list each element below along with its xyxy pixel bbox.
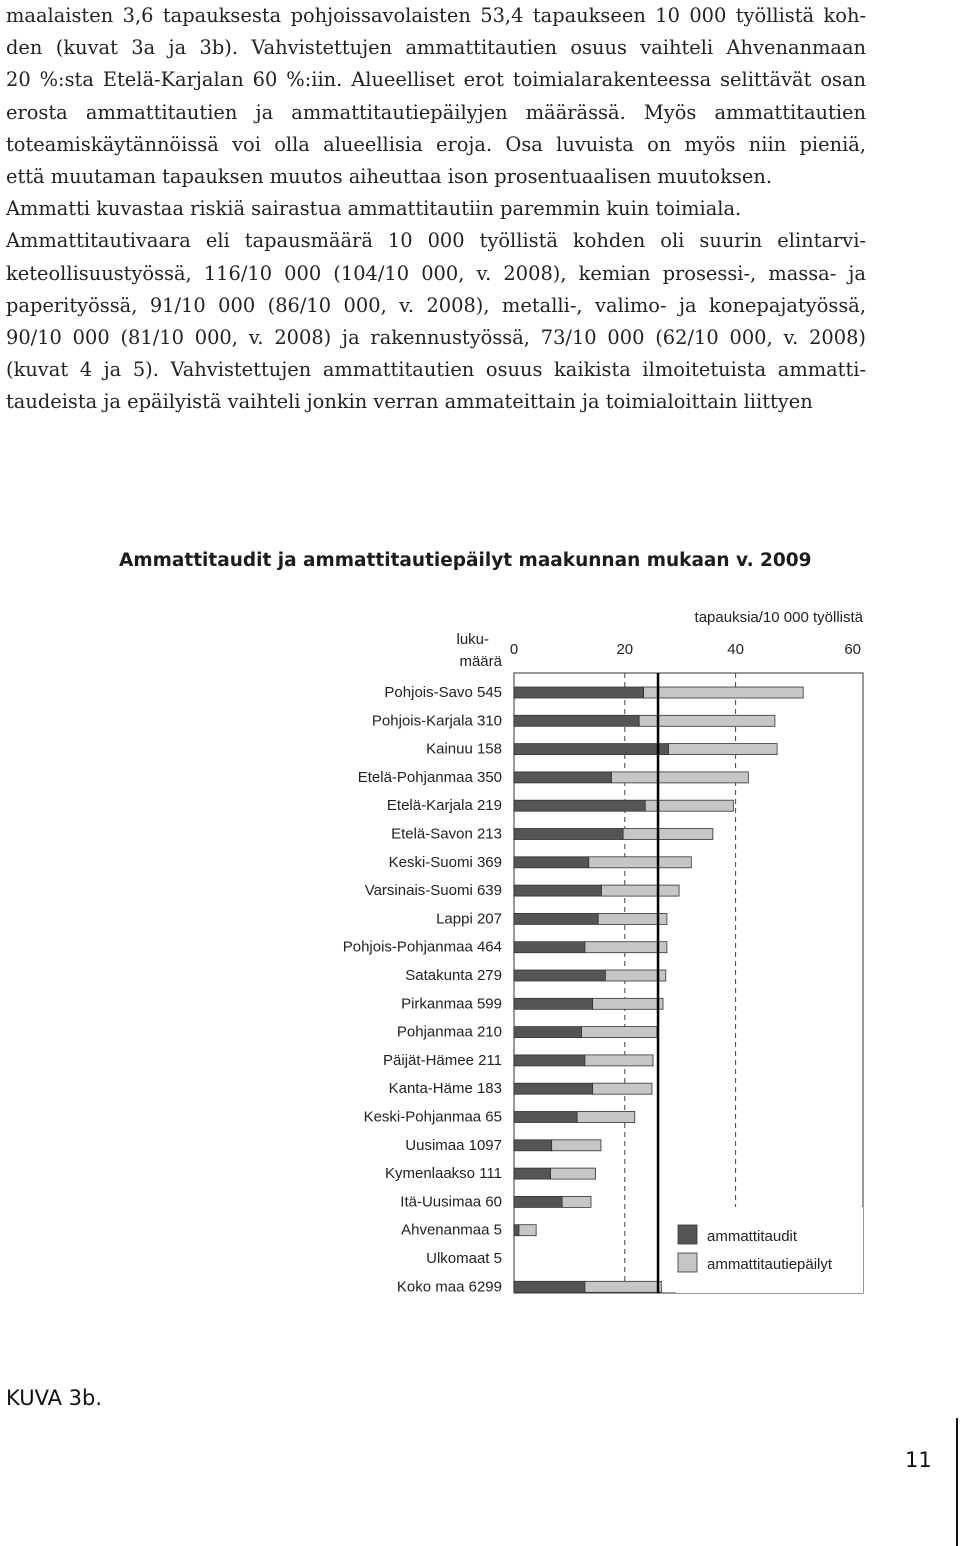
bar-ammattitaudit [514,744,669,755]
category-label: Pohjois-Pohjanmaa 464 [342,938,502,956]
category-label: Etelä-Savon 213 [391,825,502,843]
category-label: Etelä-Pohjanmaa 350 [357,768,502,786]
category-label: Varsinais-Suomi 639 [364,882,502,900]
bar-ammattitaudit [514,1196,562,1207]
bar-ammattitautiepailyt [585,942,667,953]
category-label: Lappi 207 [436,910,502,928]
bar-ammattitaudit [514,687,644,698]
legend-label: ammattitaudit [707,1228,798,1245]
bar-ammattitaudit [514,772,611,783]
bar-ammattitautiepailyt [593,1083,652,1094]
category-label: Kanta-Häme 183 [388,1080,502,1098]
bar-ammattitaudit [514,1281,585,1292]
bar-ammattitautiepailyt [551,1168,596,1179]
body-line: Ammattitautivaara eli tapausmäärä 10 000 työllistä kohden oli suurin elintarvi- [6,229,866,253]
page-edge-rule [956,1418,958,1546]
bar-ammattitautiepailyt [582,1027,657,1038]
bar-ammattitautiepailyt [605,970,665,981]
body-line: erosta ammattitautien ja ammattitautiepäilyjen määrässä. Myös ammattitautien [6,100,866,124]
category-label: Satakunta 279 [405,967,502,984]
category-label: Uusimaa 1097 [405,1136,502,1154]
bar-ammattitautiepailyt [577,1112,635,1123]
bar-ammattitaudit [514,1168,551,1179]
bar-ammattitaudit [514,829,623,840]
category-label: Kainuu 158 [426,740,502,758]
category-label: Itä-Uusimaa 60 [400,1193,502,1211]
x-tick-label: 60 [844,641,861,658]
bar-ammattitaudit [514,1083,593,1094]
category-label: Keski-Pohjanmaa 65 [363,1108,502,1126]
bar-ammattitaudit [514,913,598,924]
bar-ammattitaudit [514,942,585,953]
bar-ammattitaudit [514,885,602,896]
x-tick-label: 40 [727,641,744,658]
bar-ammattitautiepailyt [611,772,748,783]
x-axis-label: tapauksia/10 000 työllistä [694,609,863,626]
body-line: keteollisuustyössä, 116/10 000 (104/10 000, v. 2008), kemian prosessi-, massa- ja [6,261,866,285]
body-line: Ammatti kuvastaa riskiä sairastua ammattitautiin paremmin kuin toimiala. [6,197,742,221]
x-tick-label: 0 [509,641,519,658]
count-header: määrä [459,653,502,670]
bar-ammattitautiepailyt [644,687,804,698]
category-label: Pohjanmaa 210 [396,1023,502,1041]
category-label: Ahvenanmaa 5 [401,1221,502,1239]
body-line: 20 %:sta Etelä-Karjalan 60 %:iin. Alueelliset erot toimialarakenteessa selittävät osan [6,68,866,92]
bar-ammattitaudit [514,1225,519,1236]
bar-ammattitaudit [514,1140,552,1151]
bar-ammattitaudit [514,1112,577,1123]
bar-ammattitaudit [514,1027,582,1038]
category-label: Kymenlaakso 111 [384,1165,502,1183]
category-label: Pohjois-Karjala 310 [371,712,502,730]
bar-ammattitaudit [514,998,593,1009]
count-header: luku- [456,631,489,648]
body-line: taudeista ja epäilyistä vaihteli jonkin verran ammateittain ja toimialoittain liittyen [6,390,813,414]
legend-label: ammattitautiepäilyt [707,1256,833,1273]
page-number: 11 [905,1448,932,1472]
bar-ammattitaudit [514,857,589,868]
bar-ammattitautiepailyt [519,1225,536,1236]
category-label: Keski-Suomi 369 [388,853,502,871]
body-line: maalaisten 3,6 tapauksesta pohjoissavolaisten 53,4 tapaukseen 10 000 työllistä koh- [6,4,866,27]
category-label: Päijät-Hämee 211 [383,1051,502,1069]
figure-caption: KUVA 3b. [6,1386,103,1410]
bar-ammattitautiepailyt [585,1281,661,1292]
bar-ammattitautiepailyt [562,1196,591,1207]
x-tick-label: 20 [616,641,634,658]
body-line: että muutaman tapauksen muutos aiheuttaa ison prosentuaalisen muutoksen. [6,165,773,189]
category-label: Pirkanmaa 599 [401,995,502,1013]
body-line: paperityössä, 91/10 000 (86/10 000, v. 2008), metalli-, valimo- ja konepajatyössä, [6,293,866,317]
bar-ammattitaudit [514,715,639,726]
bar-ammattitautiepailyt [602,885,680,896]
category-label: Ulkomaat 5 [426,1250,502,1267]
bar-ammattitaudit [514,800,645,811]
legend-box [676,1207,863,1293]
bar-ammattitautiepailyt [639,715,775,726]
legend-swatch [678,1253,697,1272]
bar-ammattitautiepailyt [589,857,691,868]
bar-ammattitautiepailyt [669,744,778,755]
bar-ammattitaudit [514,970,605,981]
category-label: Pohjois-Savo 545 [384,684,502,701]
body-line: toteamiskäytännöissä voi olla alueellisia eroja. Osa luvuista on myös niin pieniä, [6,132,866,156]
category-label: Koko maa 6299 [396,1278,502,1296]
body-line: (kuvat 4 ja 5). Vahvistettujen ammattitautien osuus kaikista ilmoitetuista ammatti- [6,358,866,382]
body-line: den (kuvat 3a ja 3b). Vahvistettujen ammattitautien osuus vaihteli Ahvenanmaan [6,36,866,60]
legend-swatch [678,1225,697,1244]
bar-ammattitautiepailyt [585,1055,653,1066]
bar-ammattitaudit [514,1055,585,1066]
category-label: Etelä-Karjala 219 [386,797,502,815]
figure-title: Ammattitaudit ja ammattitautiepäilyt maakunnan mukaan v. 2009 [119,550,812,571]
bar-ammattitautiepailyt [593,998,663,1009]
body-line: 90/10 000 (81/10 000, v. 2008) ja rakennustyössä, 73/10 000 (62/10 000, v. 2008) [6,326,866,350]
bar-ammattitautiepailyt [598,913,667,924]
bar-ammattitautiepailyt [623,829,713,840]
bar-ammattitautiepailyt [552,1140,601,1151]
